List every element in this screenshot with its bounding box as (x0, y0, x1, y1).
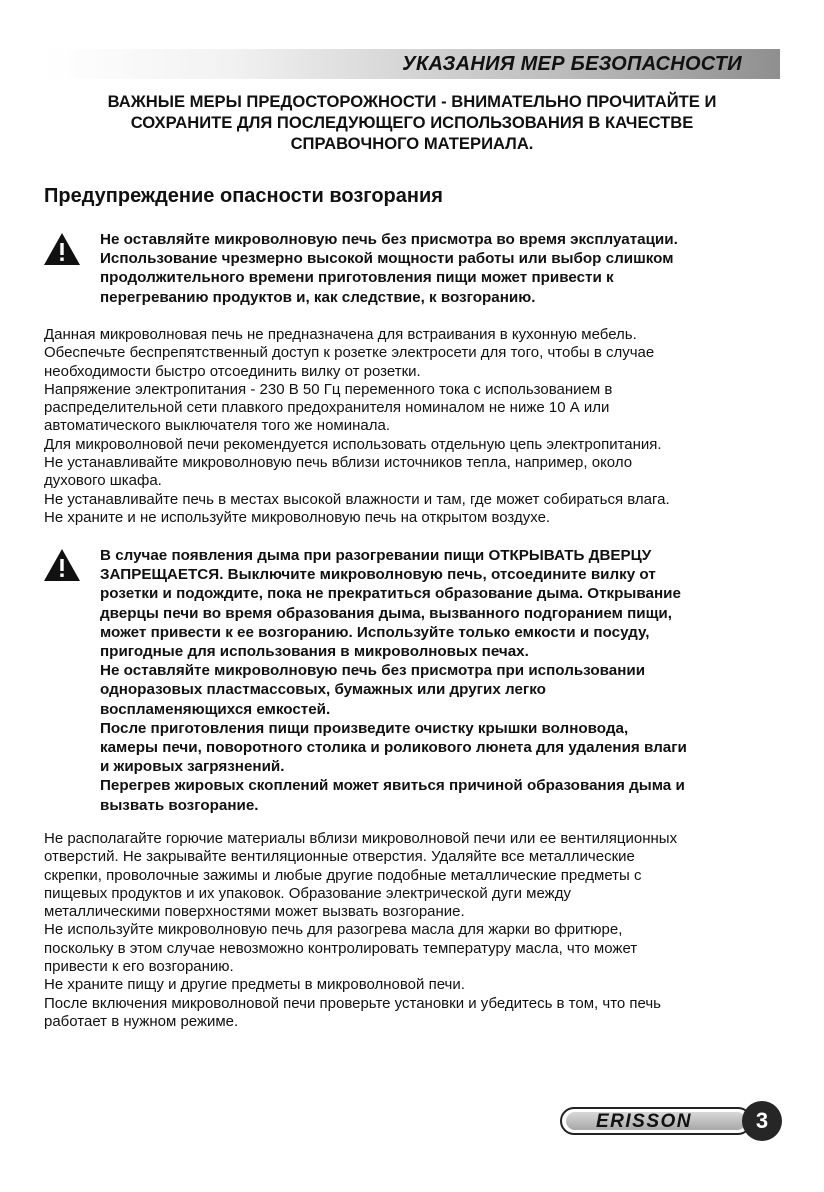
page-title: УКАЗАНИЯ МЕР БЕЗОПАСНОСТИ (402, 53, 742, 75)
body-line: работает в нужном режиме. (44, 1012, 239, 1030)
body-line: необходимости быстро отсоединить вилку от розетки. (44, 362, 421, 380)
intro-line: ВАЖНЫЕ МЕРЫ ПРЕДОСТОРОЖНОСТИ - ВНИМАТЕЛЬНО ПРОЧИТАЙТЕ И (107, 92, 717, 111)
body-line: Не храните пищу и другие предметы в микроволновой печи. (44, 976, 465, 994)
brand-name: ERISSON (596, 1111, 693, 1132)
section-heading: Предупреждение опасности возгорания (44, 185, 443, 207)
intro-line: СОХРАНИТЕ ДЛЯ ПОСЛЕДУЮЩЕГО ИСПОЛЬЗОВАНИЯ В КАЧЕСТВЕ (130, 113, 694, 132)
warning-line: Не оставляйте микроволновую печь без присмотра при использовании (100, 662, 646, 680)
warning-block-1 (100, 230, 780, 307)
body-line: Данная микроволновая печь не предназначена для встраивания в кухонную мебель. (44, 326, 637, 343)
body-paragraph-2 (44, 830, 784, 1031)
intro-line: СПРАВОЧНОГО МАТЕРИАЛА. (290, 134, 534, 153)
body-line: распределительной сети плавкого предохранителя номиналом не ниже 10 А или (44, 399, 610, 417)
warning-line: воспламеняющихся емкостей. (100, 700, 331, 718)
warning-line: пригодные для использования в микроволновых печах. (100, 643, 529, 661)
brand-logo (560, 1107, 752, 1135)
body-line: металлическими поверхностями может вызвать возгорание. (44, 903, 465, 921)
header-bar (44, 49, 780, 79)
warning-line: После приготовления пищи произведите очистку крышки волновода, (100, 719, 629, 737)
body-line: Не располагайте горючие материалы вблизи микроволновой печи или ее вентиляционных (44, 830, 678, 847)
warning-line: может привести к ее возгоранию. Используйте только емкости и посуду, (100, 623, 650, 641)
warning-line: Использование чрезмерно высокой мощности работы или выбор слишком (100, 250, 674, 268)
warning-line: В случае появления дыма при разогревании пищи ОТКРЫВАТЬ ДВЕРЦУ (100, 547, 652, 564)
body-line: скрепки, проволочные зажимы и любые другие подобные металлические предметы с (44, 866, 642, 884)
warning-line: продолжительного времени приготовления пищи может привести к (100, 269, 614, 287)
body-line: После включения микроволновой печи проверьте установки и убедитесь в том, что печь (44, 994, 661, 1012)
body-line: Напряжение электропитания - 230 В 50 Гц переменного тока с использованием в (44, 380, 613, 398)
page-number: 3 (742, 1101, 782, 1141)
body-line: поскольку в этом случае невозможно контролировать температуру масла, что может (44, 939, 638, 957)
footer-logo (560, 1101, 782, 1141)
warning-block-2 (100, 546, 780, 815)
body-paragraph-1 (44, 326, 784, 527)
warning-line: дверцы печи во время образования дыма, вызванного подгоранием пищи, (100, 604, 672, 622)
warning-line: камеры печи, поворотного столика и роликового люнета для удаления влаги (100, 739, 687, 757)
body-line: духового шкафа. (44, 472, 162, 490)
body-line: пищевых продуктов и их упаковок. Образование электрической дуги между (44, 884, 571, 902)
warning-line: ЗАПРЕЩАЕТСЯ. Выключите микроволновую печь, отсоедините вилку от (100, 566, 656, 584)
intro-notice (44, 91, 780, 154)
body-line: отверстий. Не закрывайте вентиляционные отверстия. Удаляйте все металлические (44, 848, 635, 866)
warning-line: вызвать возгорание. (100, 796, 259, 814)
warning-line: розетки и подождите, пока не прекратиться образование дыма. Открывание (100, 585, 681, 603)
warning-line: одноразовых пластмассовых, бумажных или других легко (100, 681, 546, 699)
body-line: Не храните и не используйте микроволновую печь на открытом воздухе. (44, 508, 551, 526)
body-line: Обеспечьте беспрепятственный доступ к розетке электросети для того, чтобы в случае (44, 344, 655, 362)
body-line: Не используйте микроволновую печь для разогрева масла для жарки во фритюре, (44, 921, 623, 939)
body-line: Не устанавливайте печь в местах высокой влажности и там, где может собираться влага. (44, 490, 670, 508)
warning-line: Не оставляйте микроволновую печь без присмотра во время эксплуатации. (100, 231, 678, 248)
body-line: Для микроволновой печи рекомендуется использовать отдельную цепь электропитания. (44, 435, 662, 453)
warning-line: Перегрев жировых скоплений может явиться причиной образования дыма и (100, 777, 685, 795)
warning-line: и жировых загрязнений. (100, 758, 285, 776)
warning-triangle-icon (43, 548, 81, 582)
body-line: привести к его возгоранию. (44, 958, 234, 976)
warning-triangle-icon (43, 232, 81, 266)
body-line: Не устанавливайте микроволновую печь вблизи источников тепла, например, около (44, 454, 633, 472)
warning-line: перегреванию продуктов и, как следствие, к возгоранию. (100, 288, 536, 306)
body-line: автоматического выключателя того же номинала. (44, 417, 390, 435)
